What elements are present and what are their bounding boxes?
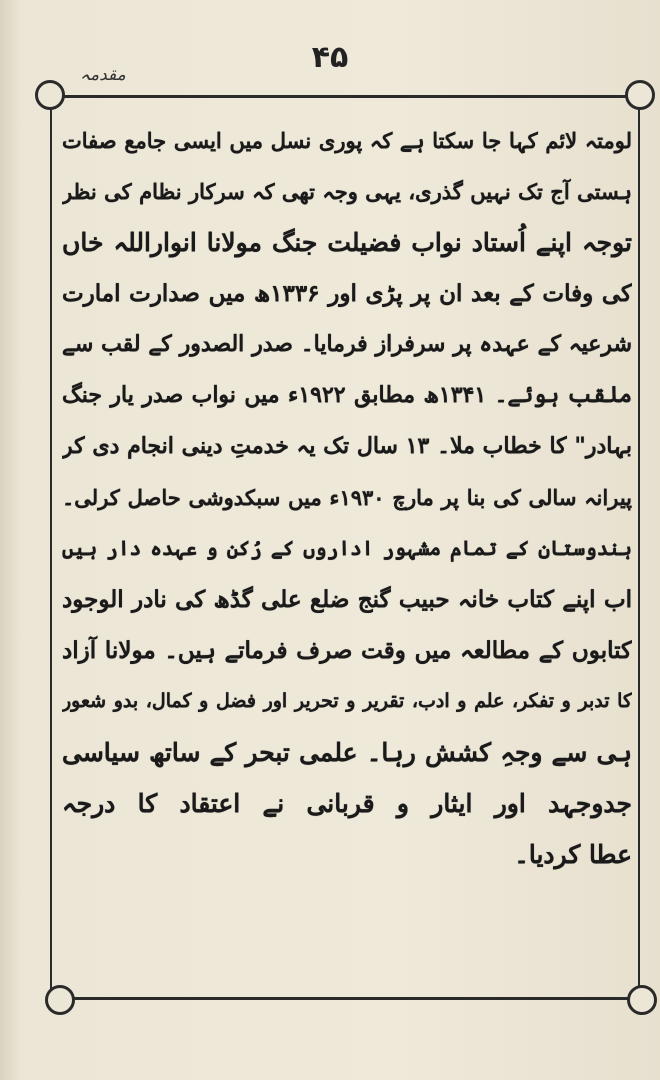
text-line: پیرانہ سالی کی بنا پر مارچ ۱۹۳۰ء میں سبکدوشی حاصل کرلی۔ [62, 485, 632, 510]
text-line: بہادر" کا خطاب ملا۔ ۱۳ سال تک یہ خدمتِ دینی انجام دی کر [62, 433, 632, 459]
text-line: ہی سے وجہِ کشش رہا۔ علمی تبحر کے ساتھ سیاسی [62, 738, 632, 767]
text-line: ہندوستان کے تمام مشہور اداروں کے رُکن و عہدہ دار ہیں [62, 536, 632, 560]
text-line: جدوجہد اور ایثار و قربانی نے اعتقاد کا درجہ [62, 789, 632, 818]
running-head: مقدمہ [80, 65, 126, 85]
page-number: ۴۵ [311, 40, 349, 75]
corner-ornament-top-left [35, 80, 65, 110]
text-line: ملقب ہوئے۔ ۱۳۴۱ھ مطابق ۱۹۲۲ء میں نواب صدر یار جنگ [62, 382, 632, 408]
corner-ornament-bottom-right [627, 985, 657, 1015]
text-line: عطا کردیا۔ [514, 840, 632, 869]
body-text [62, 115, 632, 985]
text-line: کی وفات کے بعد ان پر پڑی اور ۱۳۳۶ھ میں صدارت امارت [62, 280, 632, 307]
text-line: لومتہ لائم کہا جا سکتا ہے کہ پوری نسل میں ایسی جامع صفات [62, 128, 632, 153]
text-line: کا تدبر و تفکر، علم و ادب، تقریر و تحریر اور فضل و کمال، بدو شعور [62, 690, 632, 712]
text-line: ہستی آج تک نہیں گذری، یہی وجہ تھی کہ سرکار نظام کی نظر [62, 179, 632, 204]
text-line: توجہ اپنے اُستاد نواب فضیلت جنگ مولانا انواراللہ خاں [62, 228, 632, 257]
text-line: کتابوں کے مطالعہ میں وقت صرف فرماتے ہیں۔ مولانا آزاد [62, 637, 632, 664]
text-line: شرعیہ کے عہدہ پر سرفراز فرمایا۔ صدر الصدور کے لقب سے [62, 331, 632, 357]
corner-ornament-bottom-left [45, 985, 75, 1015]
text-line: اب اپنے کتاب خانہ حبیب گنج ضلع علی گڈھ کی نادر الوجود [62, 586, 632, 613]
corner-ornament-top-right [625, 80, 655, 110]
